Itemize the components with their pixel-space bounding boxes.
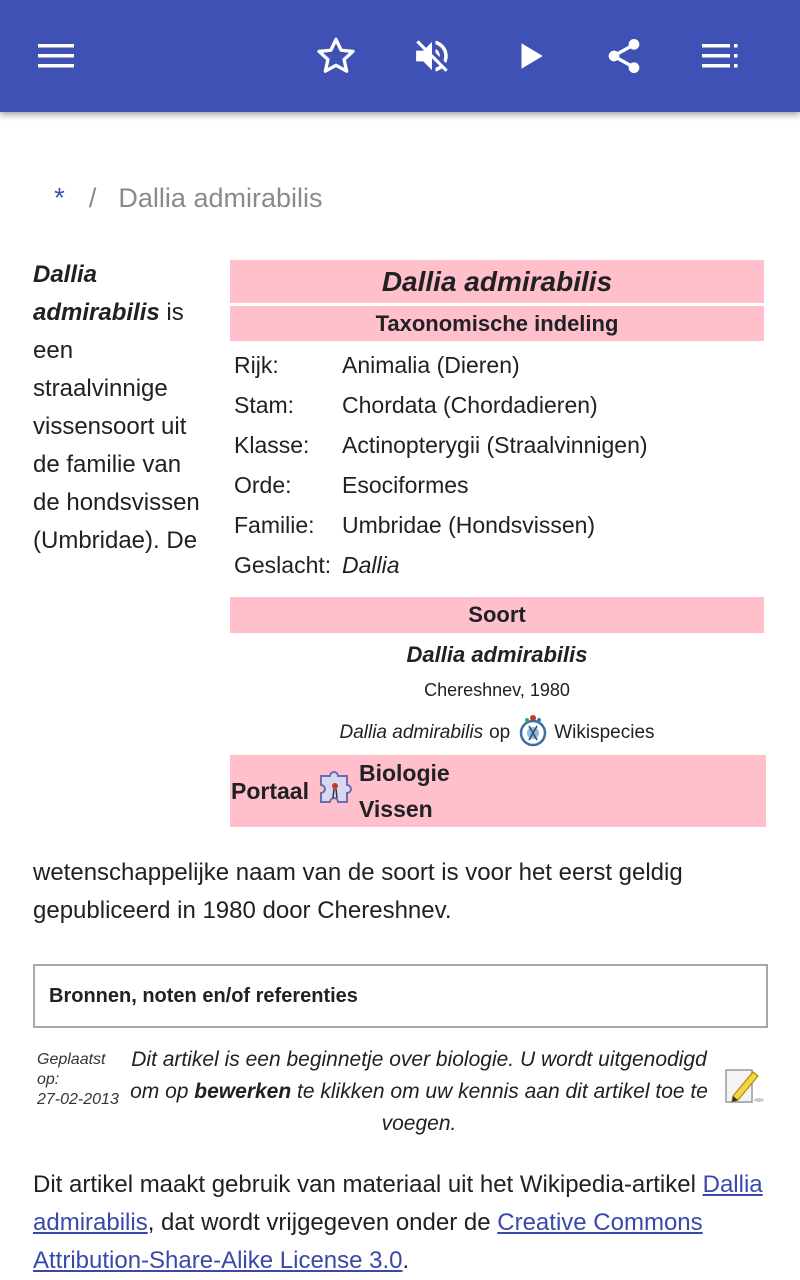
- portal-box: [230, 755, 766, 827]
- references-box[interactable]: [33, 964, 768, 1028]
- wikispecies-line: [230, 713, 764, 753]
- stub-text-after: te klikken om uw kennis aan dit artikel toe te voegen.: [291, 1080, 708, 1135]
- lead-text: is een straalvinnige vissensoort uit de familie van de hondsvissen (Umbridae). De: [33, 299, 200, 554]
- taxonomy-row-familie: [230, 505, 766, 545]
- taxonomy-key: Orde:: [234, 471, 292, 498]
- app-bar: [0, 0, 800, 112]
- playlist-icon[interactable]: [696, 32, 744, 80]
- puzzle-icon: [313, 766, 357, 816]
- species-header: Soort: [230, 597, 764, 633]
- stub-text-before: Dit artikel is een beginnetje over biologie. U wordt uitgenodigd om op: [130, 1048, 707, 1103]
- taxonomy-value[interactable]: Animalia (Dieren): [342, 351, 520, 378]
- taxonomy-header: Taxonomische indeling: [230, 306, 764, 341]
- breadcrumb-separator: /: [88, 182, 97, 213]
- breadcrumb-home-link[interactable]: *: [54, 182, 65, 213]
- taxonomy-value[interactable]: Dallia: [342, 551, 400, 578]
- taxonomy-key: Rijk:: [234, 351, 279, 378]
- share-icon[interactable]: [600, 32, 648, 80]
- taxonomy-key: Familie:: [234, 511, 315, 538]
- breadcrumb: [54, 182, 323, 214]
- stub-date: [37, 1050, 123, 1110]
- taxonomy-value[interactable]: Actinopterygii (Straalvinnigen): [342, 431, 648, 458]
- play-icon[interactable]: [506, 32, 554, 80]
- stub-date-value: 27-02-2013: [37, 1091, 119, 1108]
- license-text-middle: , dat wordt vrijgegeven onder de: [147, 1209, 498, 1236]
- taxonomy-key: Klasse:: [234, 431, 310, 458]
- taxonomy-value[interactable]: Esociformes: [342, 471, 469, 498]
- lead-paragraph: [33, 256, 213, 560]
- license-text-after: .: [402, 1247, 410, 1274]
- lead-species-name: Dallia admirabilis: [33, 261, 160, 326]
- license-paragraph: [33, 1166, 773, 1280]
- references-header: Bronnen, noten en/of referenties: [49, 984, 358, 1007]
- stub-date-label: Geplaatst op:: [37, 1051, 106, 1088]
- portal-link-biologie[interactable]: Biologie: [358, 760, 450, 786]
- wikispecies-icon: [518, 713, 548, 753]
- taxonomy-value[interactable]: Umbridae (Hondsvissen): [342, 511, 596, 538]
- taxobox-title: Dallia admirabilis: [230, 260, 764, 303]
- breadcrumb-current: Dallia admirabilis: [118, 182, 323, 213]
- volume-off-icon[interactable]: [408, 32, 456, 80]
- taxonomy-row-rijk: [230, 345, 766, 385]
- stub-notice: [33, 1044, 768, 1140]
- taxonomy-row-orde: [230, 465, 766, 505]
- portal-links: [359, 755, 450, 827]
- stub-edit-word: bewerken: [194, 1080, 292, 1103]
- taxonomy-value[interactable]: Chordata (Chordadieren): [342, 391, 598, 418]
- taxobox: [230, 260, 766, 827]
- taxonomy-row-geslacht: [230, 545, 766, 585]
- license-text-before: Dit artikel maakt gebruik van materiaal uit het Wikipedia-artikel: [33, 1171, 703, 1198]
- wikispecies-species: Dallia admirabilis: [339, 722, 484, 743]
- stub-message: [117, 1044, 721, 1140]
- taxonomy-key: Stam:: [234, 391, 295, 418]
- pencil-icon: [723, 1066, 765, 1111]
- body-paragraph: wetenschappelijke naam van de soort is voor het eerst geldig gepubliceerd in 1980 door Chereshnev.: [33, 859, 683, 924]
- taxonomy-row-stam: [230, 385, 766, 425]
- taxonomy-rows: [230, 345, 766, 585]
- menu-icon[interactable]: [32, 32, 80, 80]
- article-link[interactable]: Dallia admirabilis: [33, 1171, 763, 1236]
- species-name: Dallia admirabilis: [406, 642, 588, 667]
- wikispecies-link[interactable]: Wikispecies: [554, 722, 655, 743]
- portal-label: Portaal: [231, 777, 309, 804]
- taxonomy-key: Geslacht:: [234, 551, 332, 578]
- taxonomy-row-klasse: [230, 425, 766, 465]
- portal-link-vissen[interactable]: Vissen: [358, 796, 433, 822]
- species-author: Chereshnev, 1980: [424, 680, 570, 700]
- star-outline-icon[interactable]: [312, 32, 360, 80]
- license-link[interactable]: Creative Commons Attribution-Share-Alike License 3.0: [33, 1209, 703, 1274]
- wikispecies-op: op: [489, 722, 511, 743]
